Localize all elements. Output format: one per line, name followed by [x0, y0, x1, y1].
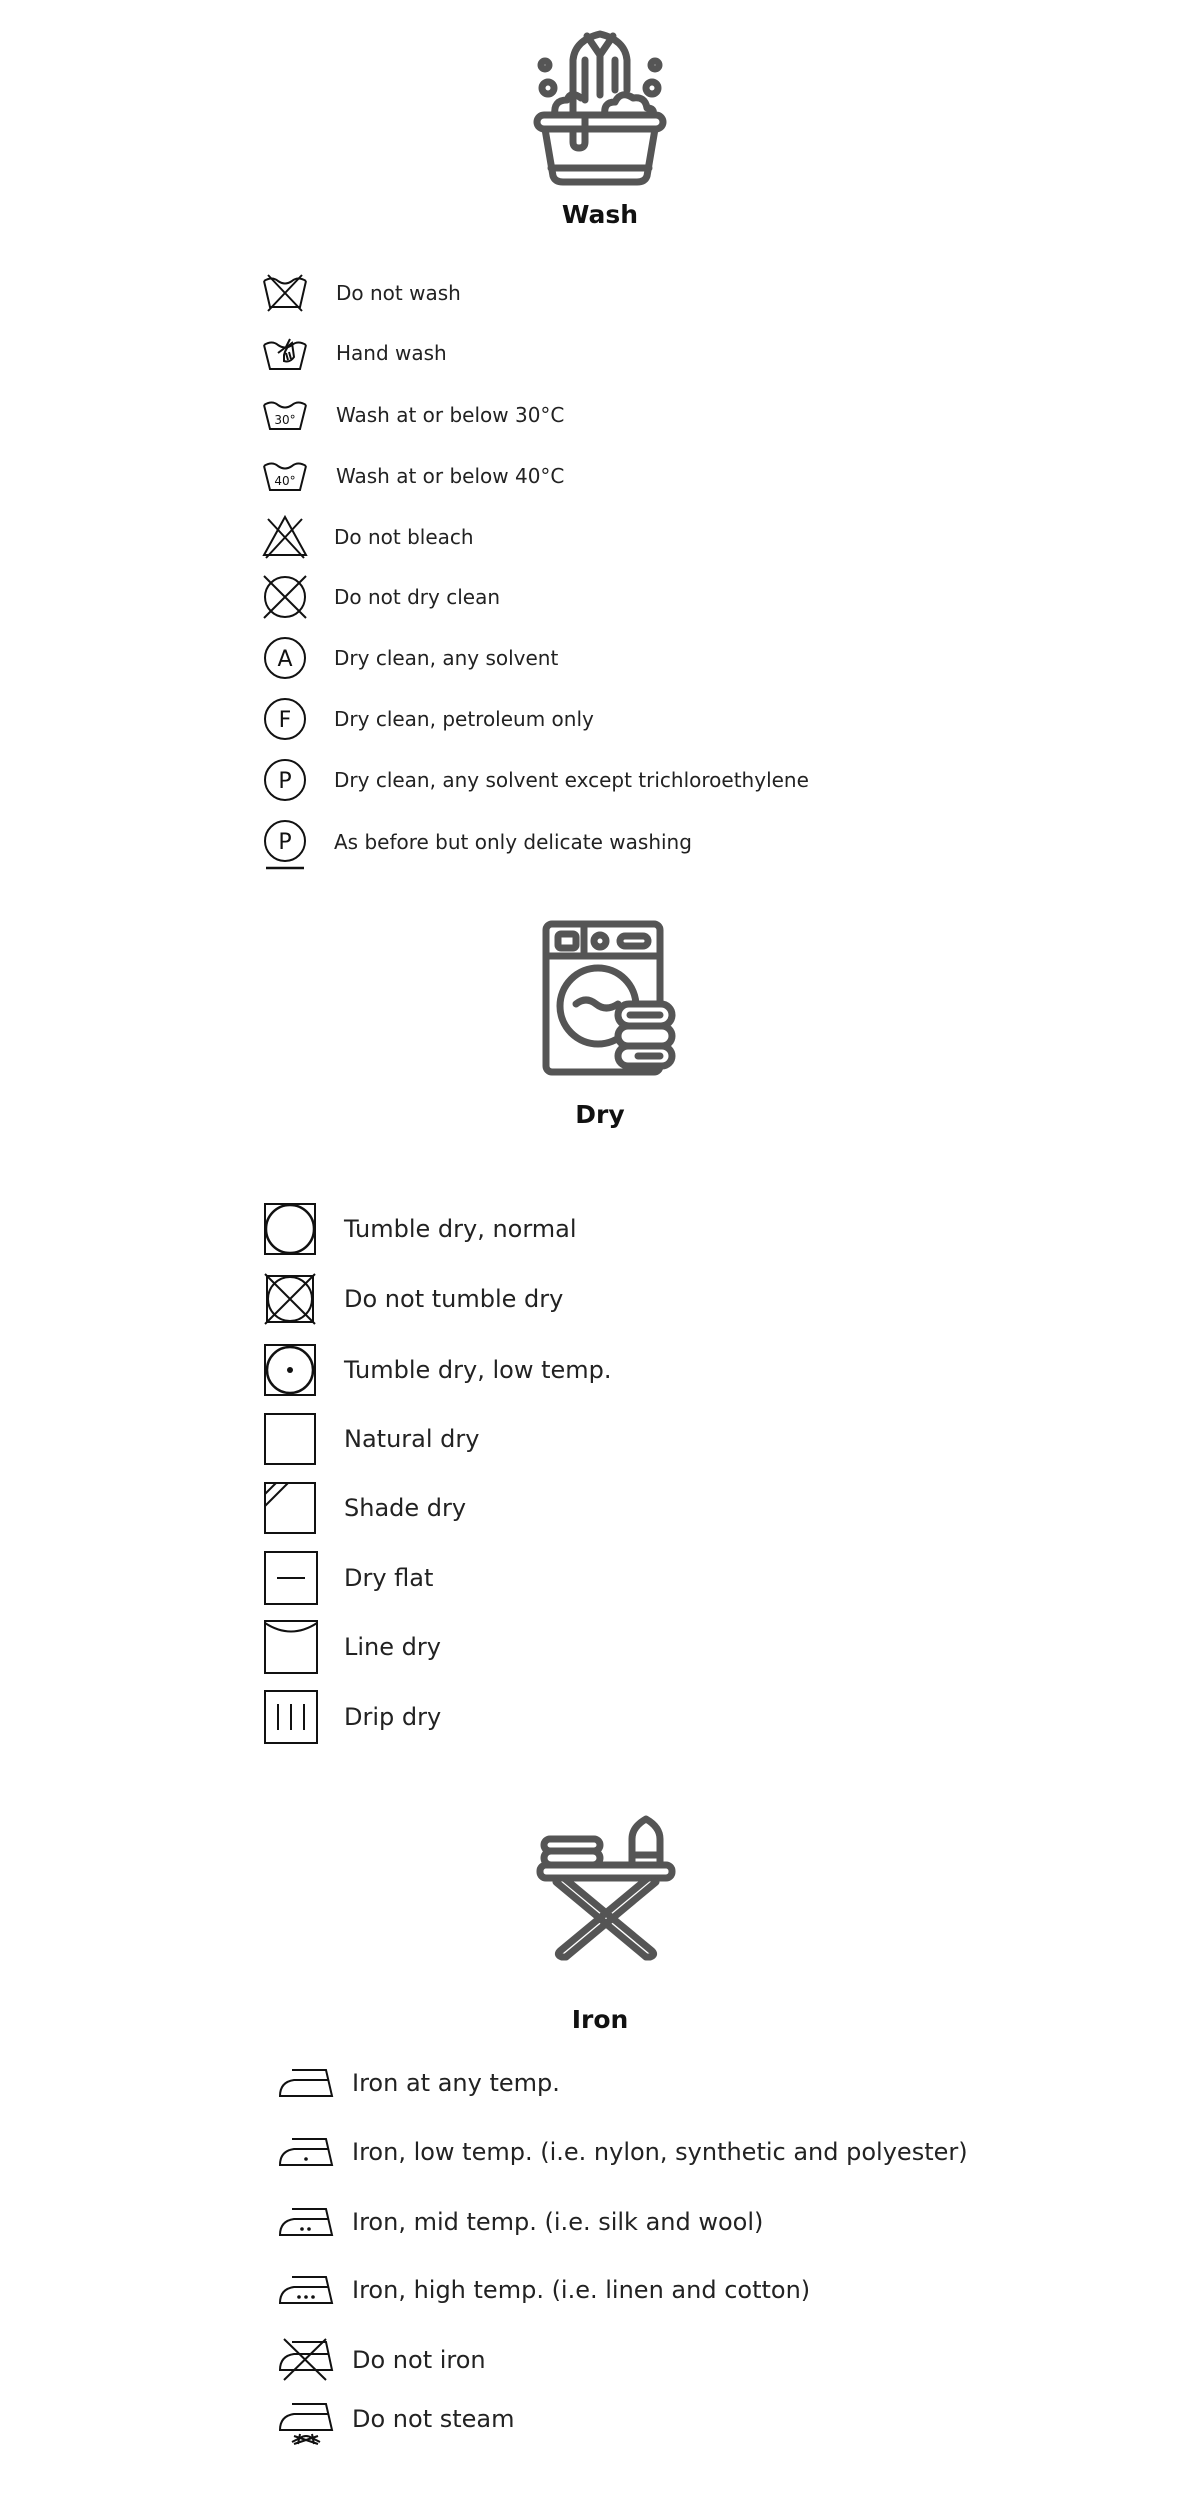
tumble-dry-low-icon	[264, 1344, 316, 1396]
iron-any-temp-icon	[278, 2066, 334, 2100]
do-not-wash-icon	[260, 273, 310, 313]
item-label: Line dry	[344, 1633, 441, 1661]
natural-dry-icon	[264, 1413, 316, 1465]
do-not-dry-clean-icon	[260, 573, 310, 621]
iron-low-temp-icon	[278, 2135, 334, 2169]
item-label: Dry clean, petroleum only	[334, 707, 594, 731]
list-item	[278, 2273, 810, 2307]
item-label: Hand wash	[336, 341, 447, 365]
list-item	[264, 1344, 612, 1396]
washing-basin-icon	[515, 30, 685, 190]
section-title-iron: Iron	[571, 2005, 629, 2034]
do-not-iron-icon	[278, 2338, 334, 2382]
item-label: Shade dry	[344, 1494, 467, 1522]
list-item	[264, 1203, 577, 1255]
list-item	[260, 573, 500, 621]
list-item	[260, 514, 474, 560]
dry-clean-f-icon	[260, 695, 310, 743]
item-label: Do not iron	[352, 2346, 486, 2374]
dry-clean-a-icon	[260, 634, 310, 682]
list-item	[264, 1690, 441, 1744]
list-item	[278, 2400, 515, 2448]
svg-text:P: P	[278, 769, 292, 794]
item-label: Wash at or below 40°C	[336, 464, 565, 488]
do-not-tumble-dry-icon	[264, 1273, 316, 1325]
item-label: Tumble dry, low temp.	[344, 1356, 612, 1384]
svg-text:F: F	[278, 708, 292, 733]
hand-wash-icon	[260, 333, 310, 373]
item-label: Iron, high temp. (i.e. linen and cotton)	[352, 2276, 811, 2304]
item-label: As before but only delicate washing	[334, 830, 692, 854]
wash-hero	[0, 30, 1200, 190]
svg-text:P: P	[278, 830, 292, 855]
item-label: Dry clean, any solvent	[334, 646, 559, 670]
svg-text:30°: 30°	[274, 413, 296, 427]
list-item	[264, 1620, 441, 1674]
item-label: Do not bleach	[334, 525, 474, 549]
list-item	[260, 634, 558, 682]
list-item	[264, 1482, 466, 1534]
dry-clean-p-gentle-icon	[260, 817, 310, 873]
svg-text:40°: 40°	[274, 474, 296, 488]
drip-dry-icon	[264, 1690, 318, 1744]
dry-flat-icon	[264, 1551, 318, 1605]
list-item	[260, 817, 692, 873]
iron-mid-temp-icon	[278, 2205, 334, 2239]
line-dry-icon	[264, 1620, 318, 1674]
shade-dry-icon	[264, 1482, 316, 1534]
list-item	[278, 2066, 560, 2100]
iron-high-temp-icon	[278, 2273, 334, 2307]
item-label: Dry flat	[344, 1564, 434, 1592]
item-label: Do not wash	[336, 281, 461, 305]
item-label: Drip dry	[344, 1703, 442, 1731]
item-label: Tumble dry, normal	[344, 1215, 577, 1243]
list-item	[278, 2338, 486, 2382]
section-title-wash: Wash	[561, 200, 639, 229]
dry-clean-p-icon	[260, 756, 310, 804]
list-item	[260, 273, 461, 313]
wash-40-icon	[260, 456, 310, 496]
iron-hero	[0, 1815, 1200, 1975]
svg-text:A: A	[277, 647, 293, 672]
item-label: Iron, low temp. (i.e. nylon, synthetic and polyester)	[352, 2138, 968, 2166]
item-label: Wash at or below 30°C	[336, 403, 565, 427]
list-item	[260, 333, 447, 373]
wash-30-icon	[260, 395, 310, 435]
ironing-board-icon	[520, 1815, 680, 1975]
do-not-bleach-icon	[260, 514, 310, 560]
tumble-dry-normal-icon	[264, 1203, 316, 1255]
list-item	[278, 2205, 763, 2239]
list-item	[264, 1413, 479, 1465]
item-label: Dry clean, any solvent except trichloroethylene	[334, 768, 809, 792]
dry-hero	[0, 918, 1200, 1078]
section-title-dry: Dry	[575, 1100, 625, 1129]
item-label: Iron, mid temp. (i.e. silk and wool)	[352, 2208, 764, 2236]
item-label: Iron at any temp.	[352, 2069, 560, 2097]
list-item	[260, 456, 564, 496]
list-item	[260, 695, 594, 743]
list-item	[264, 1551, 433, 1605]
list-item	[260, 756, 809, 804]
item-label: Do not tumble dry	[344, 1285, 564, 1313]
washing-machine-icon	[520, 918, 680, 1078]
list-item	[278, 2135, 968, 2169]
list-item	[264, 1273, 563, 1325]
item-label: Natural dry	[344, 1425, 480, 1453]
item-label: Do not dry clean	[334, 585, 501, 609]
list-item	[260, 395, 564, 435]
do-not-steam-icon	[278, 2400, 334, 2448]
item-label: Do not steam	[352, 2405, 515, 2433]
